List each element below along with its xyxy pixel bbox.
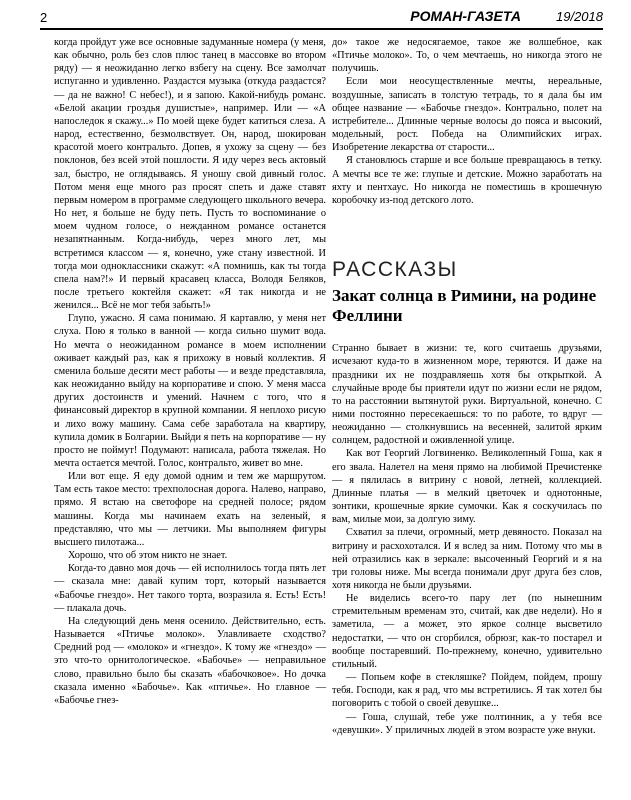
left-column [54, 36, 326, 707]
paragraph: Странно бывает в жизни: те, кого считаешь друзьями, исчезают куда-то в жизненном море, теряются. И даже на праздники их не поздравляешь хотя бы открыткой. А случайные вроде бы приятели идут по жизни если не рядом, то на расстоянии вытянутой руки. Виртуальной, конечно. С ними постоянно пересекаешься: то по работе, то вдруг — неожиданно — столкнувшись на весенней, залитой ярким солнцем, радостной и оживленной улице. [332, 343, 602, 447]
paragraph: Или вот еще. Я еду домой одним и тем же маршрутом. Там есть такое место: трехполосная дорога. Налево, направо, прямо. Я встаю на светофоре на средней полосе; рядом машины. Когда мы начинаем ехать на зеленый, я представляю, что мы — летчики. Мы выполняем фигуры высшего пилотажа... [54, 471, 326, 548]
paragraph: до» такое же недосягаемое, такое же волшебное, как «Птичье молоко». То, о чем мечтаешь, но никогда этого не получишь. [332, 37, 602, 75]
paragraph: Схватил за плечи, огромный, метр девяносто. Показал на витрину и расхохотался. И я вслед за ним. Потому что мы в ней отразились как в зеркале: высоченный Георгий и я на три головы ниже. Мы всегда понимали друг друга без слов, хотя никогда не были друзьями. [332, 527, 602, 591]
article-title: Закат солнца в Римини, на родине Феллини [332, 286, 597, 326]
header-rule [40, 28, 603, 30]
page-number: 2 [40, 10, 48, 25]
page-header [40, 6, 603, 28]
paragraph: — Попьем кофе в стекляшке? Пойдем, пойдем, прошу тебя. Господи, как я рад, что мы встретились. Я так хотел бы поговорить с тобой о своей девушке... [332, 672, 602, 710]
issue-number: 19/2018 [556, 9, 603, 24]
paragraph: когда пройдут уже все основные задуманные номера (у меня, как обычно, роль без слов плюс танец в массовке во втором ряду) — я неожиданно легко взбегу на сцену. Все замолчат испуганно и удивленно. Раздастся музыка (откуда раздастся? — да не важно! С небес!), и я запою. Какой-нибудь романс. «Белой акации гроздья душистые», например. Или — «А напоследок я скажу...» По моей щеке будет катиться слеза. А народ, естественно, безмолвствует. Он, народ, шокирован красотой моего контральто. Допев, я ухожу за сцену — без поклонов, без всей этой пошлости. Я иду через весь актовый зал, быстро, не оглядываясь. Я уношу свой дивный голос. Потом меня еще много раз просят спеть и даже ставят первым номером в программе следующего школьного вечера. Но нет, я больше не буду петь. Пусть то воспоминание о моем чудном голосе, о нежданном романсе останется незапятнанным. Когда-нибудь, через много лет, мы встретимся классом — я, конечно, уже стану известной. И тогда мои одноклассники скажут: «А помнишь, как ты тогда спела нам?!» И первый красавец класса, Володя Беляков, после третьего коктейля скажет: «Я так никогда и не женился... Всё не мог тебя забыть!» [54, 37, 326, 312]
paragraph: Если мои неосуществленные мечты, нереальные, воздушные, записать в толстую тетрадь, то я дала бы им общее название — «Бабочье гнездо». Контрально, полет на истребителе... Длинные черные волосы до пояса и высокий, модельный, рост. Победа на Олимпийских играх. Изобретение лекарства от старости... [332, 76, 602, 154]
paragraph: Глупо, ужасно. Я сама понимаю. Я картавлю, у меня нет слуха. Пою я только в ванной — когда сильно шумит вода. Но мечта о неожиданном романсе в моем исполнении оживает каждый раз, как я прихожу в новый коллектив. Я сменила больше десяти мест работы — и везде представляла, как неожиданно выйду на корпоративе и спою. У меня масса других достоинств и умений. Начнем с того, что я финансовый директор в крупной компании. Я неплохо рисую и лихо вожу машину. Сама себе заработала на квартиру, купила домик в Болгарии. Выйди я петь на корпоративе — ну просто не поймут! Подумают: написала, работа тяжелая. Но мечта остается мечтой. Голос, контральто, живет во мне. [54, 313, 326, 469]
section-label: РАССКАЗЫ [332, 258, 458, 282]
paragraph: — Гоша, слушай, тебе уже полтинник, а у тебя все «девушки». У приличных людей в этом возрасте уже внуки. [332, 711, 602, 736]
paragraph: Хорошо, что об этом никто не знает. [68, 550, 228, 562]
paragraph: Когда-то давно моя дочь — ей исполнилось тогда пять лет — сказала мне: давай купим торт, который называется «Бабочье гнездо». Нет такого торта, возразила я. Есть! Есть! — плакала дочь. [54, 563, 326, 614]
paragraph: Как вот Георгий Логвиненко. Великолепный Гоша, как я его звала. Налетел на меня прямо на любимой Пречистенке — я пялилась в витрину с новой, летней, коллекцией. Длинные платья — в мелкий цветочек и однотонные, зонтики, крошечные яркие сумочки. Как я соскучилась по вам, милые мои, за долгую зиму. [332, 448, 602, 526]
paragraph: Не виделись всего-то пару лет (по нынешним стремительным временам это, считай, как две недели). Но я заметила, — а может, это яркое солнце высветило недостатки, — что он сгорбился, обрюзг, как-то постарел и вообще постаревший. По-прежнему, конечно, удивительно стильный. [332, 593, 602, 670]
right-column [332, 36, 602, 737]
paragraph: Я становлюсь старше и все больше превращаюсь в тетку. А мечты все те же: глупые и детские. Можно заработать на яхту и пентхаус. Но никогда не поместишь в крошечную коробочку из-под детского лото. [332, 155, 602, 206]
publication-title: РОМАН-ГАЗЕТА [410, 8, 521, 24]
paragraph: На следующий день меня осенило. Действительно, есть. Называется «Птичье молоко». Улавливаете сходство? Средний род — «молоко» и «гнездо». К тому же «гнездо» — это что-то орнитологическое. «Бабочье» — неправильное слово, правильно было бы сказать «бабочковое». Но дочка сказала именно «Бабочье». Как «птичье». Но главное — «Бабочье гнез- [54, 615, 326, 706]
